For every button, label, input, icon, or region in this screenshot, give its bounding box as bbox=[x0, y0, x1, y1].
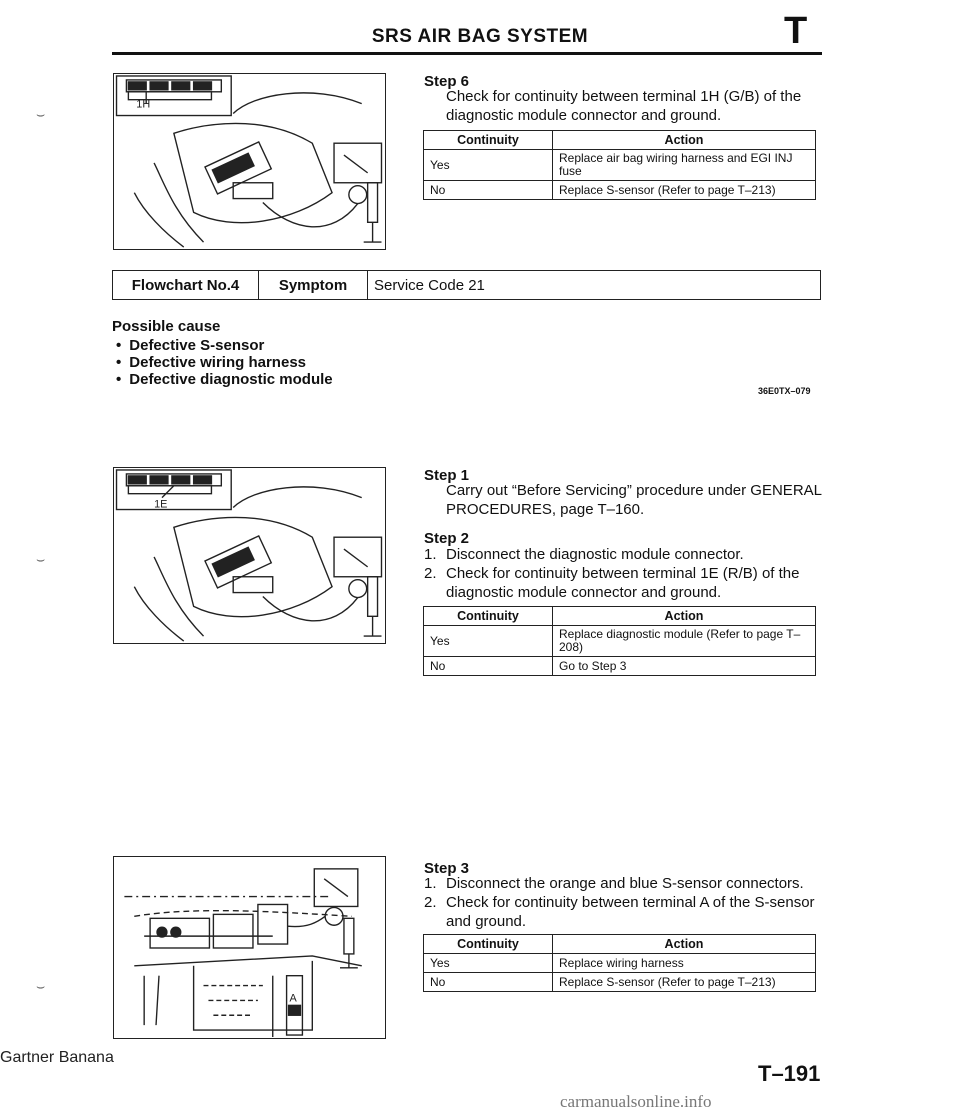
list-item: 1. Disconnect the orange and blue S-sensor connectors. bbox=[424, 875, 804, 892]
section-letter: T bbox=[784, 10, 808, 52]
figure-S-sensor-continuity-check bbox=[113, 856, 386, 1039]
table-row: No Go to Step 3 bbox=[424, 657, 816, 676]
header-rule bbox=[112, 52, 822, 55]
reference-code: 36E0TX–079 bbox=[758, 386, 811, 396]
terminal-label-1E: 1E bbox=[154, 498, 168, 511]
col-continuity: Continuity bbox=[424, 935, 553, 954]
col-continuity: Continuity bbox=[424, 131, 553, 150]
flowchart-header bbox=[112, 270, 821, 300]
symptom-value: Service Code 21 bbox=[374, 276, 485, 294]
step1-text: Carry out “Before Servicing” procedure under GENERAL PROCEDURES, page T–160. bbox=[446, 482, 822, 518]
step2-list bbox=[424, 545, 822, 602]
flowchart-label: Flowchart No.4 bbox=[113, 271, 259, 299]
col-action: Action bbox=[553, 935, 816, 954]
list-item: 2. Check for continuity between terminal A of the S-sensor and ground. bbox=[424, 894, 815, 930]
step1-title: Step 1 bbox=[424, 467, 470, 484]
margin-mark: ⌣ bbox=[36, 978, 46, 994]
terminal-label-A: A bbox=[289, 992, 297, 1005]
step6-table bbox=[423, 130, 816, 200]
step2-table bbox=[423, 606, 816, 676]
step6-text: Check for continuity between terminal 1H (G/B) of the diagnostic module connector and ground. bbox=[446, 88, 802, 124]
step6-title: Step 6 bbox=[424, 73, 470, 90]
col-action: Action bbox=[553, 607, 816, 626]
table-row: Yes Replace diagnostic module (Refer to page T–208) bbox=[424, 626, 816, 657]
table-row: No Replace S-sensor (Refer to page T–213) bbox=[424, 973, 816, 992]
list-item: • Defective S-sensor bbox=[116, 337, 333, 354]
table-row: No Replace S-sensor (Refer to page T–213) bbox=[424, 181, 816, 200]
symptom-label: Symptom bbox=[259, 271, 368, 299]
list-item: 1. Disconnect the diagnostic module connector. bbox=[424, 546, 744, 563]
list-item: • Defective diagnostic module bbox=[116, 371, 333, 388]
step3-table bbox=[423, 934, 816, 992]
footer-source: Gartner Banana bbox=[0, 1049, 114, 1066]
col-action: Action bbox=[553, 131, 816, 150]
figure-1H-continuity-check bbox=[113, 73, 386, 250]
terminal-label-1H: 1H bbox=[136, 98, 151, 111]
page-title: SRS AIR BAG SYSTEM bbox=[371, 26, 589, 47]
possible-cause-list bbox=[116, 337, 333, 388]
step3-list bbox=[424, 874, 822, 931]
margin-mark: ⌣ bbox=[36, 551, 46, 567]
step3-title: Step 3 bbox=[424, 860, 470, 877]
margin-mark: ⌣ bbox=[36, 106, 46, 122]
watermark: carmanualsonline.info bbox=[560, 1092, 712, 1111]
list-item: 2. Check for continuity between terminal 1E (R/B) of the diagnostic module connector and ground. bbox=[424, 565, 800, 601]
list-item: • Defective wiring harness bbox=[116, 354, 333, 371]
table-row: Yes Replace air bag wiring harness and EGI INJ fuse bbox=[424, 150, 816, 181]
figure-1E-continuity-check bbox=[113, 467, 386, 644]
col-continuity: Continuity bbox=[424, 607, 553, 626]
table-row: Yes Replace wiring harness bbox=[424, 954, 816, 973]
step2-title: Step 2 bbox=[424, 530, 470, 547]
page-number: T–191 bbox=[758, 1061, 821, 1086]
possible-cause-title: Possible cause bbox=[112, 318, 221, 335]
